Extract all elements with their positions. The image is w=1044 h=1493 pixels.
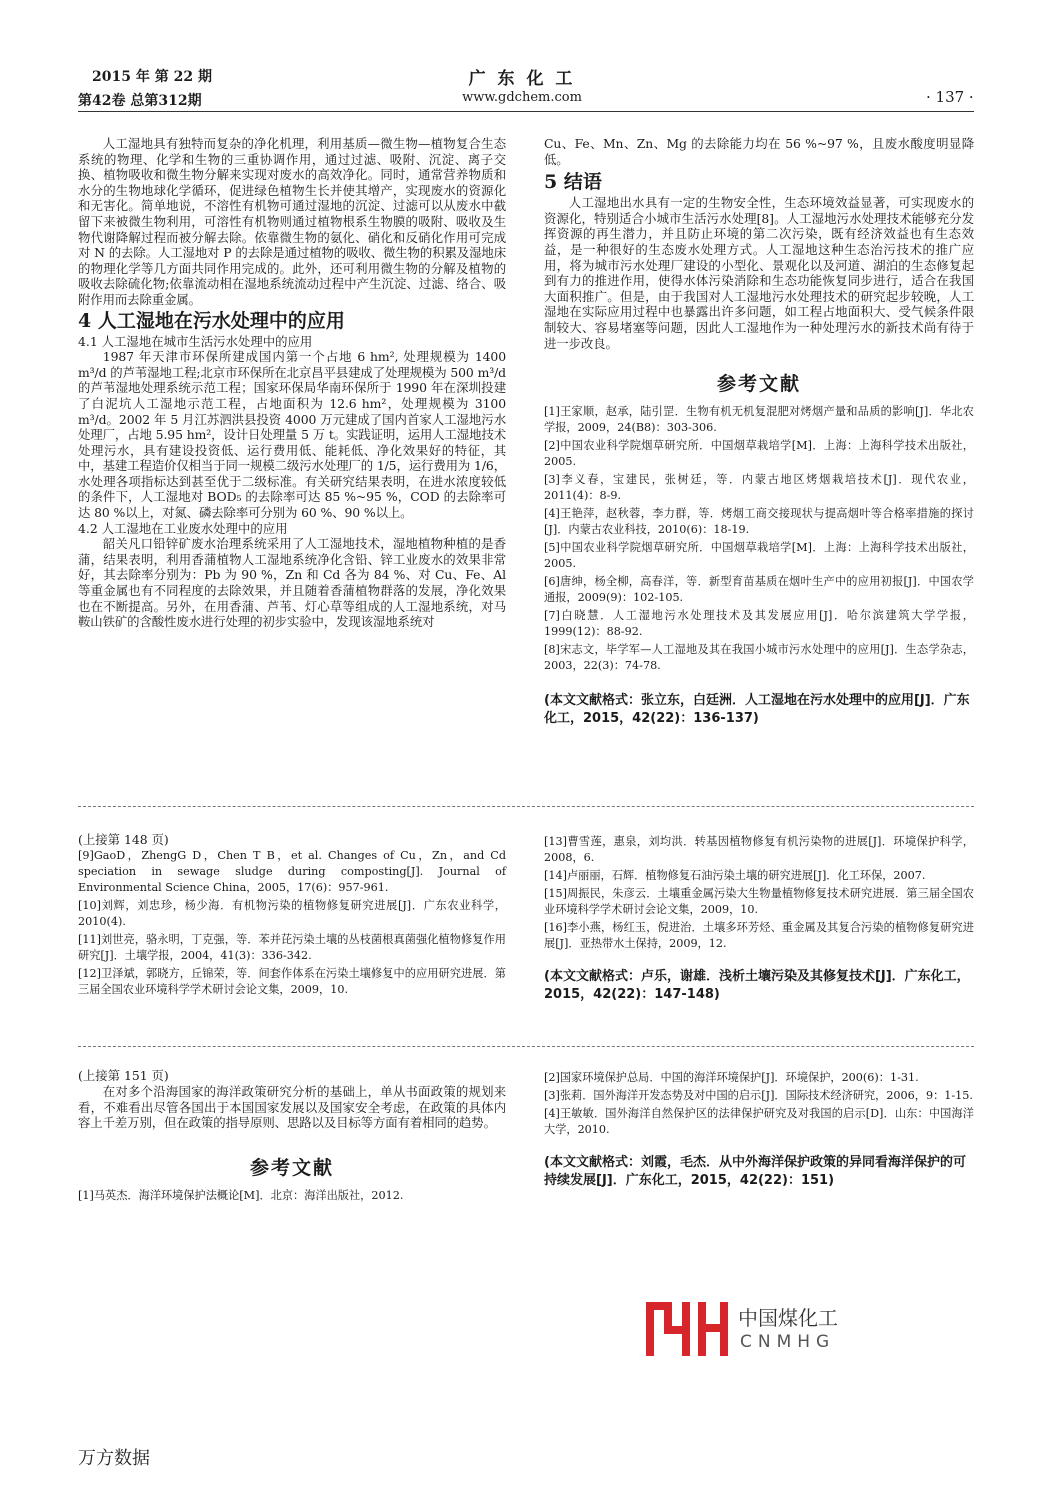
reference-item: [3]李义春，宝建民，张树廷，等．内蒙古地区烤烟栽培技术[J]．现代农业，2011(4)：8-9. (544, 473, 974, 503)
intro-paragraph: 人工湿地具有独特而复杂的净化机理，利用基质—微生物—植物复合生态系统的物理、化学和生物的三重协调作用，通过过滤、吸附、沉淀、离子交换、植物吸收和微生物分解来实现对废水的高效净化。同时，通常营养物质和水分的生物地球化学循环，促进绿色植物生长并使其增产，实现废水的资源化和无害化。简单地说，不溶性有机物可通过湿地的沉淀、过滤可以从废水中截留下来被微生物利用，可溶性有机物则通过植物根系生物膜的吸附、吸收及生物代谢降解过程而被分解去除。依靠微生物的氨化、硝化和反硝化作用可完成对 N 的去除。人工湿地对 P 的去除是通过植物的吸收、微生物的积累及湿地床的物理化学等几方面共同作用完成的。此外，还可利用微生物的分解及植物的吸收去除硫化物;依靠流动相在湿地系统流动过程中产生沉淀、过滤、络合、吸附作用而去除重金属。 (78, 136, 506, 307)
issue-year: 2015 年 第 22 期 (92, 69, 212, 85)
reference-item: [6]唐绅，杨全柳，高春洋，等．新型育苗基质在烟叶生产中的应用初报[J]．中国农学通报，2009(9)：102-105. (544, 575, 974, 605)
subsection-4-1-heading: 4.1 人工湿地在城市生活污水处理中的应用 (78, 333, 313, 349)
subsection-4-1-paragraph: 1987 年天津市环保所建成国内第一个占地 6 hm², 处理规模为 1400 m³/d 的芦苇湿地工程;北京市环保所在北京昌平县建成了处理规模为 500 m³/d 的芦苇湿地处理系统示范工程；国家环保局华南环保所于 1990 年在深圳投建了白泥坑人工湿地示范工程，占地面积为 12.6 hm²，处理规模为 3100 m³/d。2002 年 5 月江苏泗洪县投资 4000 万元建成了国内首家人工湿地污水处理厂，占地 5.95 hm²，设计日处理量 5 万 t。实践证明，运用人工湿地技术处理污水，具有建设投资低、运行费用低、能耗低、净化效果好的特征，其中，基建工程造价仅相当于同一规模二级污水处理厂的 1/5，运行费用为 1/6，水处理各项指标达到甚至优于二级标准。有关研究结果表明，在进水浓度较低的条件下，人工湿地对 BOD₅ 的去除率可达 85 %~95 %，COD 的去除率可达 80 %以上，对氮、磷去除率可分别为 60 %、90 %以上。 (78, 349, 506, 521)
section2-left-column (78, 832, 506, 1000)
reference-item: [4]王敏敏．国外海洋自然保护区的法律保护研究及对我国的启示[D]．山东：中国海洋大学，2010. (544, 1107, 974, 1136)
cnmhg-logo-mark (646, 1298, 732, 1358)
references-heading: 参考文献 (249, 1156, 334, 1179)
reference-item: [2]国家环境保护总局．中国的海洋环境保护[J]．环境保护，200(6)：1-31. (544, 1071, 919, 1084)
section-divider (78, 806, 974, 807)
section3-left-column (78, 1068, 506, 1206)
reference-item: [2]中国农业科学院烟草研究所．中国烟草栽培学[M]．上海：上海科学技术出版社，2005. (544, 439, 974, 469)
reference-item: [14]卢丽丽，石辉．植物修复石油污染土壤的研究进展[J]．化工环保，2007. (544, 869, 926, 882)
continued-paragraph: Cu、Fe、Mn、Zn、Mg 的去除能力均在 56 %~97 %，且废水酸度明显降低。 (544, 136, 974, 167)
reference-item: [15]周振民，朱彦云．土壤重金属污染大生物量植物修复技术研究进展．第三届全国农业环境科学学术研讨会论文集，2009，10. (544, 887, 974, 916)
logo-english-text: CNMHG (740, 1332, 836, 1352)
continued-note: (上接第 148 页) (78, 832, 169, 847)
references-heading: 参考文献 (716, 373, 801, 396)
section3-paragraph: 在对多个沿海国家的海洋政策研究分析的基础上，单从书面政策的规划来看，不难看出尽管各国出于本国国家发展以及国家安全考虑，在政策的具体内容上千差万别，但在政策的指导原则、思路以及目标等方面有着相同的趋势。 (78, 1084, 506, 1131)
section-5-heading: 5 结语 (544, 171, 602, 194)
header-rule (78, 111, 974, 112)
reference-item: [1]王家顺，赵承，陆引罡．生物有机无机复混肥对烤烟产量和品质的影响[J]．华北农学报，2009，24(B8)：303-306. (544, 405, 974, 435)
citation-format: (本文文献格式：张立东，白廷洲．人工湿地在污水处理中的应用[J]．广东化工，2015，42(22)：136-137) (544, 693, 970, 727)
logo-mark-shapes (646, 1302, 728, 1356)
journal-name: 广 东 化 工 (468, 69, 576, 89)
reference-item: [3]张莉．国外海洋开发态势及对中国的启示[J]．国际技术经济研究，2006，9：1-15. (544, 1089, 973, 1102)
reference-item: [13]曹雪莲，惠泉，刘均洪．转基因植物修复有机污染物的进展[J]．环境保护科学，2008，6. (544, 835, 974, 864)
main-left-column (78, 136, 506, 630)
continued-note: (上接第 151 页) (78, 1068, 169, 1083)
conclusion-paragraph: 人工湿地出水具有一定的生物安全性，生态环境效益显著，可实现废水的资源化，特别适合小城市生活污水处理[8]。人工湿地污水处理技术能够充分发挥资源的再生潜力，并且防止环境的第二次污染，既有经济效益也有生态效益，是一种很好的生态废水处理方式。人工湿地这种生态治污技术的推广应用，将为城市污水处理厂建设的小型化、景观化以及河道、湖泊的生态修复起到有力的推进作用，使得水体污染消除和生态功能恢复同步进行，适合在我国大面积推广。但是，由于我国对人工湿地污水处理技术的研究起步较晚，人工湿地在实际应用过程中也暴露出许多问题，如工程占地面积大、受气候条件限制较大、容易堵塞等问题，因此人工湿地作为一种处理污水的新技术尚有待于进一步改良。 (544, 195, 974, 351)
reference-item: [5]中国农业科学院烟草研究所．中国烟草栽培学[M]．上海：上海科学技术出版社，2005. (544, 541, 974, 571)
subsection-4-2-paragraph: 韶关凡口铅锌矿废水治理系统采用了人工湿地技术，湿地植物种植的是香蒲，结果表明，利用香蒲植物人工湿地系统净化含铅、锌工业废水的效果非常好，其去除率分别为：Pb 为 90 %，Zn 和 Cd 各为 84 %、对 Cu、Fe、Al 等重金属也有不同程度的去除效果，并且随着香蒲植物群落的发展，净化效果也在不断提高。另外，在用香蒲、芦苇、灯心草等组成的人工湿地系统，对马鞍山铁矿的含酸性废水进行处理的初步实验中，发现该湿地系统对 (78, 536, 506, 630)
issue-volume: 第42卷 总第312期 (78, 93, 202, 109)
reference-item: [12]卫泽斌，郭晓方，丘锦荣，等．间套作体系在污染土壤修复中的应用研究进展．第三届全国农业环境科学学术研讨会论文集，2009，10. (78, 967, 506, 996)
section2-right-column (544, 834, 974, 1004)
reference-item: [9]GaoD，ZhengG D，Chen T B，et al. Changes of Cu，Zn，and Cd speciation in sewage sludge during composting[J]. Journal of Environmental Science China，2005，17(6)：957-961. (78, 849, 506, 894)
reference-item: [4]王艳萍，赵秋蓉，李力群，等．烤烟工商交接现状与提高烟叶等合格率措施的探讨[J]．内蒙古农业科技，2010(6)：18-19. (544, 507, 974, 537)
logo-chinese-text: 中国煤化工 (738, 1306, 838, 1330)
cnmhg-logo (646, 1298, 850, 1362)
section-4-heading: 4 人工湿地在污水处理中的应用 (78, 309, 345, 332)
subsection-4-2-heading: 4.2 人工湿地在工业废水处理中的应用 (78, 520, 288, 536)
reference-item: [1]马英杰．海洋环境保护法概论[M]．北京：海洋出版社，2012. (78, 1188, 404, 1202)
main-right-column (544, 136, 974, 728)
reference-item: [16]李小燕，杨红玉，倪进治．土壤多环芳烃、重金属及其复合污染的植物修复研究进展[J]．亚热带水土保持，2009，12. (544, 921, 974, 950)
citation-format: (本文文献格式：刘霞，毛杰．从中外海洋保护政策的异同看海洋保护的可持续发展[J]．广东化工，2015，42(22)：151) (544, 1155, 966, 1188)
reference-item: [10]刘辉，刘忠珍，杨少海．有机物污染的植物修复研究进展[J]．广东农业科学，2010(4). (78, 899, 506, 928)
reference-item: [7]白晓慧．人工湿地污水处理技术及其发展应用[J]．哈尔滨建筑大学学报，1999(12)：88-92. (544, 609, 974, 639)
section-divider (78, 1046, 974, 1047)
reference-item: [11]刘世亮，骆永明，丁克强，等．苯并芘污染土壤的丛枝菌根真菌强化植物修复作用研究[J]．土壤学报，2004，41(3)：336-342. (78, 933, 506, 962)
page-number: · 137 · (926, 88, 974, 106)
citation-format: (本文文献格式：卢乐，谢雄．浅析土壤污染及其修复技术[J]．广东化工，2015，42(22)：147-148) (544, 969, 970, 1002)
journal-website: www.gdchem.com (462, 90, 582, 105)
reference-item: [8]宋志文，毕学军—人工湿地及其在我国小城市污水处理中的应用[J]．生态学杂志，2003，22(3)：74-78. (544, 643, 974, 673)
section3-right-column (544, 1070, 974, 1190)
wanfang-watermark: 万方数据 (78, 1448, 150, 1469)
